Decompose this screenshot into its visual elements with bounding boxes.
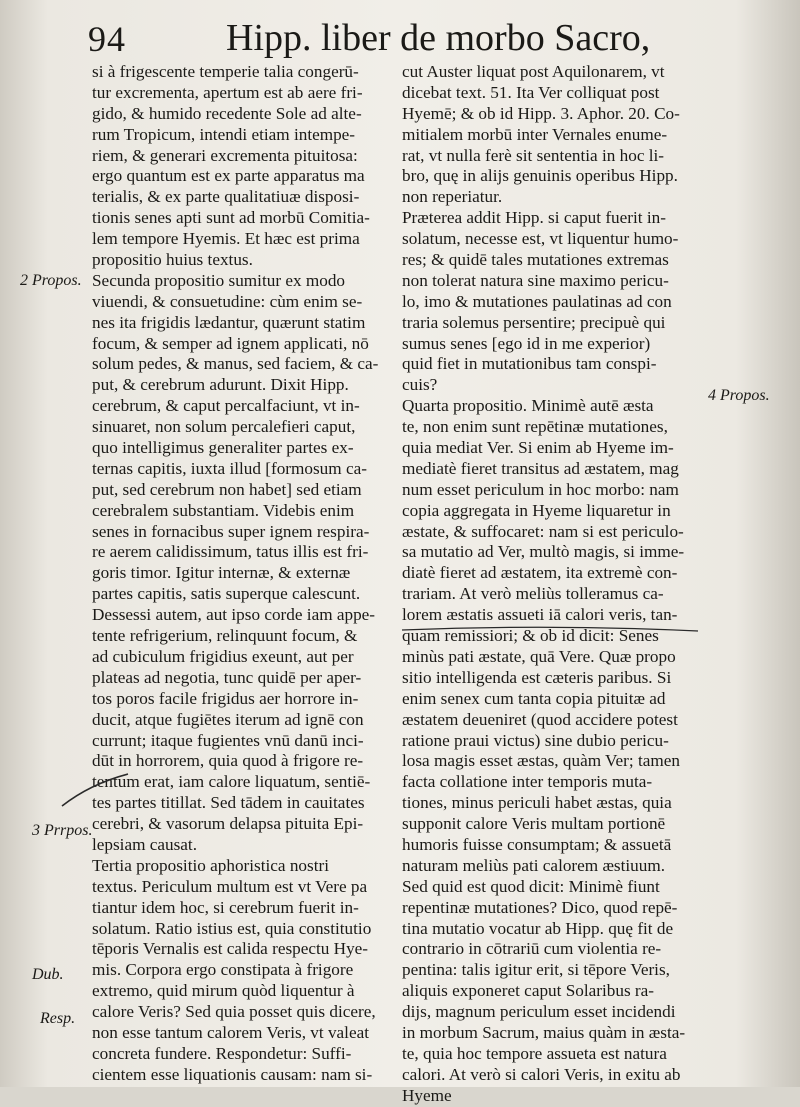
text-line: textus. Periculum multum est vt Vere pa <box>92 876 368 896</box>
right-column <box>402 62 714 1107</box>
text-line: non tolerat natura sine maximo pericu- <box>402 270 669 290</box>
text-line: Hyeme <box>402 1085 452 1105</box>
text-line: supponit calore Veris multam portionē <box>402 814 666 834</box>
text-line: tēporis Vernalis est calida respectu Hye- <box>92 939 369 959</box>
text-line: mis. Corpora ergo constipata à frigore <box>92 960 354 980</box>
page-number: 94 <box>88 19 126 59</box>
text-line: partes capitis, satis superque calescunt. <box>92 584 361 604</box>
running-title: Hipp. liber de morbo Sacro, <box>226 17 651 59</box>
text-line: contrario in cōtrariū cum violentia re- <box>402 939 662 959</box>
text-line: dicebat text. 51. Ita Ver colliquat post <box>402 82 660 102</box>
text-line: Secunda propositio sumitur ex modo <box>92 270 346 290</box>
text-line: trariam. At verò meliùs tolleramus ca- <box>402 584 664 604</box>
text-line: viuendi, & consuetudine: cùm enim se- <box>92 291 363 311</box>
text-line: ducit, atque fugiētes iterum ad ignē con <box>92 709 364 729</box>
text-line: quo intelligimus generaliter partes ex- <box>92 438 354 458</box>
text-line: æstate, & suffocaret: nam si est periculo- <box>402 521 684 541</box>
margin-note-dubium: Dub. <box>32 966 64 983</box>
text-line: gido, & humido recedente Sole ad alte- <box>92 103 362 123</box>
text-line: enim senex cum tanta copia pituitæ ad <box>402 688 666 708</box>
text-line: terialis, & ex parte qualitatiuæ disposi- <box>92 187 360 207</box>
text-line: rat, vt nulla ferè sit sententia in hoc li- <box>402 145 665 165</box>
text-line: mediatè fieret transitus ad æstatem, mag <box>402 458 679 478</box>
text-line: sitio intelligenda est cæteris paribus. Si <box>402 667 672 687</box>
text-line: sinuaret, non solum percalefieri caput, <box>92 417 356 437</box>
text-line: solatum, necesse est, vt liquentur humo- <box>402 229 679 249</box>
text-line: Dessessi autem, aut ipso corde iam appe- <box>92 605 376 625</box>
margin-note-proposition-4: 4 Propos. <box>708 387 770 404</box>
text-line: focum, & semper ad ignem applicati, nō <box>92 333 369 353</box>
text-line: calori. At verò si calori Veris, in exitu ab <box>402 1064 681 1084</box>
text-line: res; & quidē tales mutationes extremas <box>402 250 669 270</box>
text-line: humoris fuisse consumptam; & assuetā <box>402 834 672 854</box>
text-line: ternas capitis, iuxta illud [formosum ca- <box>92 458 367 478</box>
text-line: dūt in horrorem, quia quod à frigore re- <box>92 751 364 771</box>
text-line: si à frigescente temperie talia congerū- <box>92 62 359 81</box>
text-line: lorem æstatis assueti iā calori veris, tan- <box>402 605 678 625</box>
text-line: Quarta propositio. Minimè autē æsta <box>402 396 654 416</box>
text-line: bro, quę in alijs genuinis operibus Hipp. <box>402 166 678 186</box>
text-line: lem tempore Hyemis. Et hæc est prima <box>92 229 360 249</box>
text-line: tionis senes apti sunt ad morbū Comitia- <box>92 208 370 228</box>
text-line: plateas ad negotia, tunc quidē per aper- <box>92 667 362 687</box>
text-line: tur excrementa, apertum est ab aere fri- <box>92 82 363 102</box>
text-line: tente refrigerium, relinquunt focum, & <box>92 626 358 646</box>
text-line: copia aggregata in Hyeme liquaretur in <box>402 500 671 520</box>
text-line: Tertia propositio aphoristica nostri <box>92 855 329 875</box>
text-line: put, & cerebrum adurunt. Dixit Hipp. <box>92 375 349 395</box>
text-line: ratione praui victus) sine dubio pericu- <box>402 730 669 750</box>
text-line: æstatem deueniret (quod accidere potest <box>402 709 678 729</box>
text-line: Præterea addit Hipp. si caput fuerit in- <box>402 208 666 228</box>
text-line: rum Tropicum, intendi etiam intempe- <box>92 124 356 144</box>
text-line: cut Auster liquat post Aquilonarem, vt <box>402 62 665 81</box>
text-line: sa mutatio ad Ver, multò magis, si imme- <box>402 542 685 562</box>
text-line: riem, & generari excrementa pituitosa: <box>92 145 358 165</box>
text-line: nes ita frigidis lædantur, quærunt statim <box>92 312 366 332</box>
text-line: calore Veris? Sed quia posset quis dicere, <box>92 1002 376 1022</box>
left-column <box>92 62 392 1086</box>
text-line: in morbum Sacrum, maius quàm in æsta- <box>402 1022 686 1042</box>
text-line: minùs pati æstate, quā Vere. Quæ propo <box>402 646 676 666</box>
text-line: naturam meliùs pati calorem æstiuum. <box>402 855 666 875</box>
text-line: facta collatione inter temporis muta- <box>402 772 653 792</box>
text-line: diatè fieret ad æstatem, ita extremè con- <box>402 563 678 583</box>
text-line: sumus senes [ego id in me experior) <box>402 333 651 353</box>
text-line: tentum erat, iam calore liquatum, sentiē- <box>92 772 371 792</box>
text-line: quia mediat Ver. Si enim ab Hyeme im- <box>402 438 674 458</box>
text-line: non esse tantum calorem Veris, vt valeat <box>92 1022 369 1042</box>
margin-note-proposition-3: 3 Prrpos. <box>32 822 93 839</box>
text-line: aliquis exponeret caput Solaribus ra- <box>402 981 655 1001</box>
text-line: extremo, quid mirum quòd liquentur à <box>92 981 355 1001</box>
text-line: cerebralem substantiam. Videbis enim <box>92 500 355 520</box>
text-line: pentina: talis igitur erit, si tēpore Veris, <box>402 960 670 980</box>
text-line: senes in fornacibus super ignem respira- <box>92 521 370 541</box>
text-line: losa magis esset æstas, quàm Ver; tamen <box>402 751 680 771</box>
handwritten-underline <box>400 622 700 636</box>
text-line: propositio huius textus. <box>92 250 253 270</box>
text-line: put, sed cerebrum non habet] sed etiam <box>92 479 362 499</box>
text-line: tiantur idem hoc, si cerebrum fuerit in- <box>92 897 359 917</box>
text-line: concreta fundere. Respondetur: Suffi- <box>92 1043 352 1063</box>
text-line: re aerem calidissimum, tatus illis est fri- <box>92 542 369 562</box>
text-line: tina mutatio vocatur ab Hipp. quę fit de <box>402 918 674 938</box>
text-line: cuis? <box>402 375 438 395</box>
text-line: goris timor. Igitur internæ, & externæ <box>92 563 351 583</box>
text-line: ad cubiculum frigidius exeunt, aut per <box>92 646 354 666</box>
text-line: cerebri, & vasorum delapsa pituita Epi- <box>92 814 364 834</box>
text-line: tes partes titillat. Sed tādem in cauitates <box>92 793 365 813</box>
text-line: Hyemē; & ob id Hipp. 3. Aphor. 20. Co- <box>402 103 680 123</box>
text-line: solatum. Ratio istius est, quia constitutio <box>92 918 372 938</box>
text-line: repentinæ mutationes? Dico, quod repē- <box>402 897 678 917</box>
text-line: currunt; itaque fugientes vnū danū inci- <box>92 730 364 750</box>
text-line: tos poros facile frigidus aer horrore in- <box>92 688 359 708</box>
text-line: cerebrum, & caput percalfaciunt, vt in- <box>92 396 360 416</box>
page-header <box>88 12 651 64</box>
text-line: quid fiet in mutationibus tam conspi- <box>402 354 657 374</box>
text-line: lepsiam causat. <box>92 834 197 854</box>
text-line: ergo quantum est ex parte apparatus ma <box>92 166 365 186</box>
handwritten-stroke <box>60 770 130 810</box>
text-line: solum pedes, & manus, sed faciem, & ca- <box>92 354 379 374</box>
text-line: dijs, magnum periculum esset incidendi <box>402 1002 676 1022</box>
text-line: mitialem morbū inter Vernales enume- <box>402 124 668 144</box>
text-line: traria solemus persentire; precipuè qui <box>402 312 666 332</box>
text-line: quam remissiori; & ob id dicit: Senes <box>402 626 659 646</box>
text-line: te, non enim sunt repētinæ mutationes, <box>402 417 668 437</box>
text-line: num esset periculum in hoc morbo: nam <box>402 479 679 499</box>
text-line: Sed quid est quod dicit: Minimè fiunt <box>402 876 660 896</box>
text-line: tiones, minus periculi habet æstas, quia <box>402 793 672 813</box>
text-line: non reperiatur. <box>402 187 503 207</box>
text-line: lo, imo & mutationes paulatinas ad con <box>402 291 672 311</box>
margin-note-responsio: Resp. <box>40 1010 76 1027</box>
text-line: te, quia hoc tempore assueta est natura <box>402 1043 667 1063</box>
text-line: cientem esse liquationis causam: nam si- <box>92 1064 373 1084</box>
margin-note-proposition-2: 2 Propos. <box>20 272 82 289</box>
